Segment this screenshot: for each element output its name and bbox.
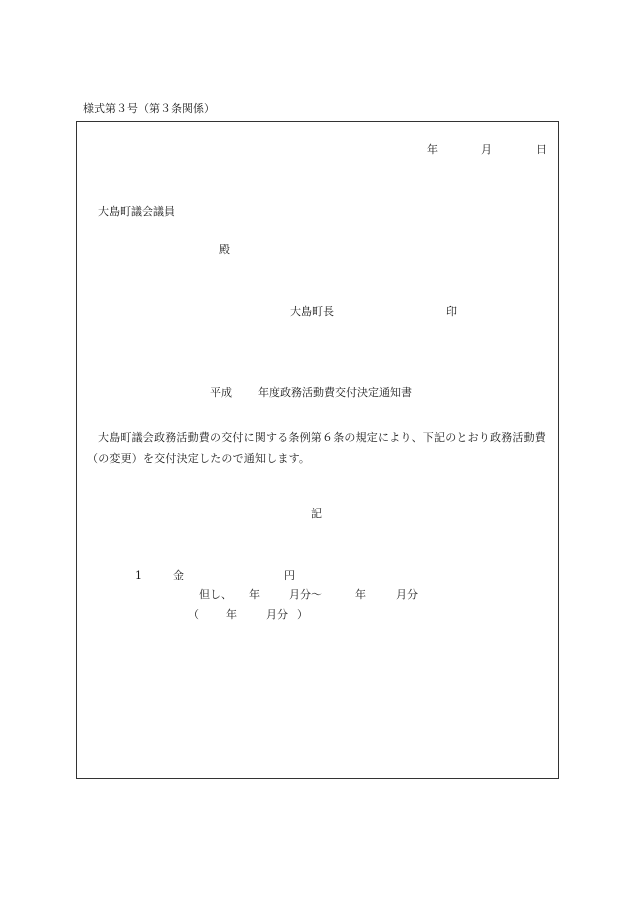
title-era: 平成 (210, 386, 232, 399)
date-year-label: 年 (427, 143, 438, 156)
yen-label: 円 (284, 569, 295, 582)
period-end-month-label: 月分 (396, 588, 418, 601)
record-mark: 記 (311, 507, 322, 520)
period-start-month-label: 月分～ (289, 588, 322, 601)
paren-close: ） (297, 608, 308, 621)
document-title: 年度政務活動費交付決定通知書 (258, 386, 412, 399)
date-day-label: 日 (536, 143, 547, 156)
body-paragraph: 大島町議会政務活動費の交付に関する条例第６条の規定により、下記のとおり政務活動費（の変更）を交付決定したので通知します。 (87, 431, 546, 465)
paren-open: （ (188, 608, 199, 621)
form-number-label: 様式第３号（第３条関係） (83, 102, 215, 115)
amount-label: 金 (173, 569, 184, 582)
period-end-year-label: 年 (355, 588, 366, 601)
change-year-label: 年 (226, 608, 237, 621)
date-month-label: 月 (481, 143, 492, 156)
item-number: 1 (135, 569, 142, 582)
seal-mark: 印 (446, 305, 457, 318)
proviso-label: 但し、 (199, 588, 232, 601)
period-start-year-label: 年 (249, 588, 260, 601)
addressee-honorific: 殿 (219, 243, 230, 256)
addressee-name: 大島町議会議員 (98, 205, 175, 218)
issuer-title: 大島町長 (290, 305, 334, 318)
change-month-label: 月分 (266, 608, 288, 621)
